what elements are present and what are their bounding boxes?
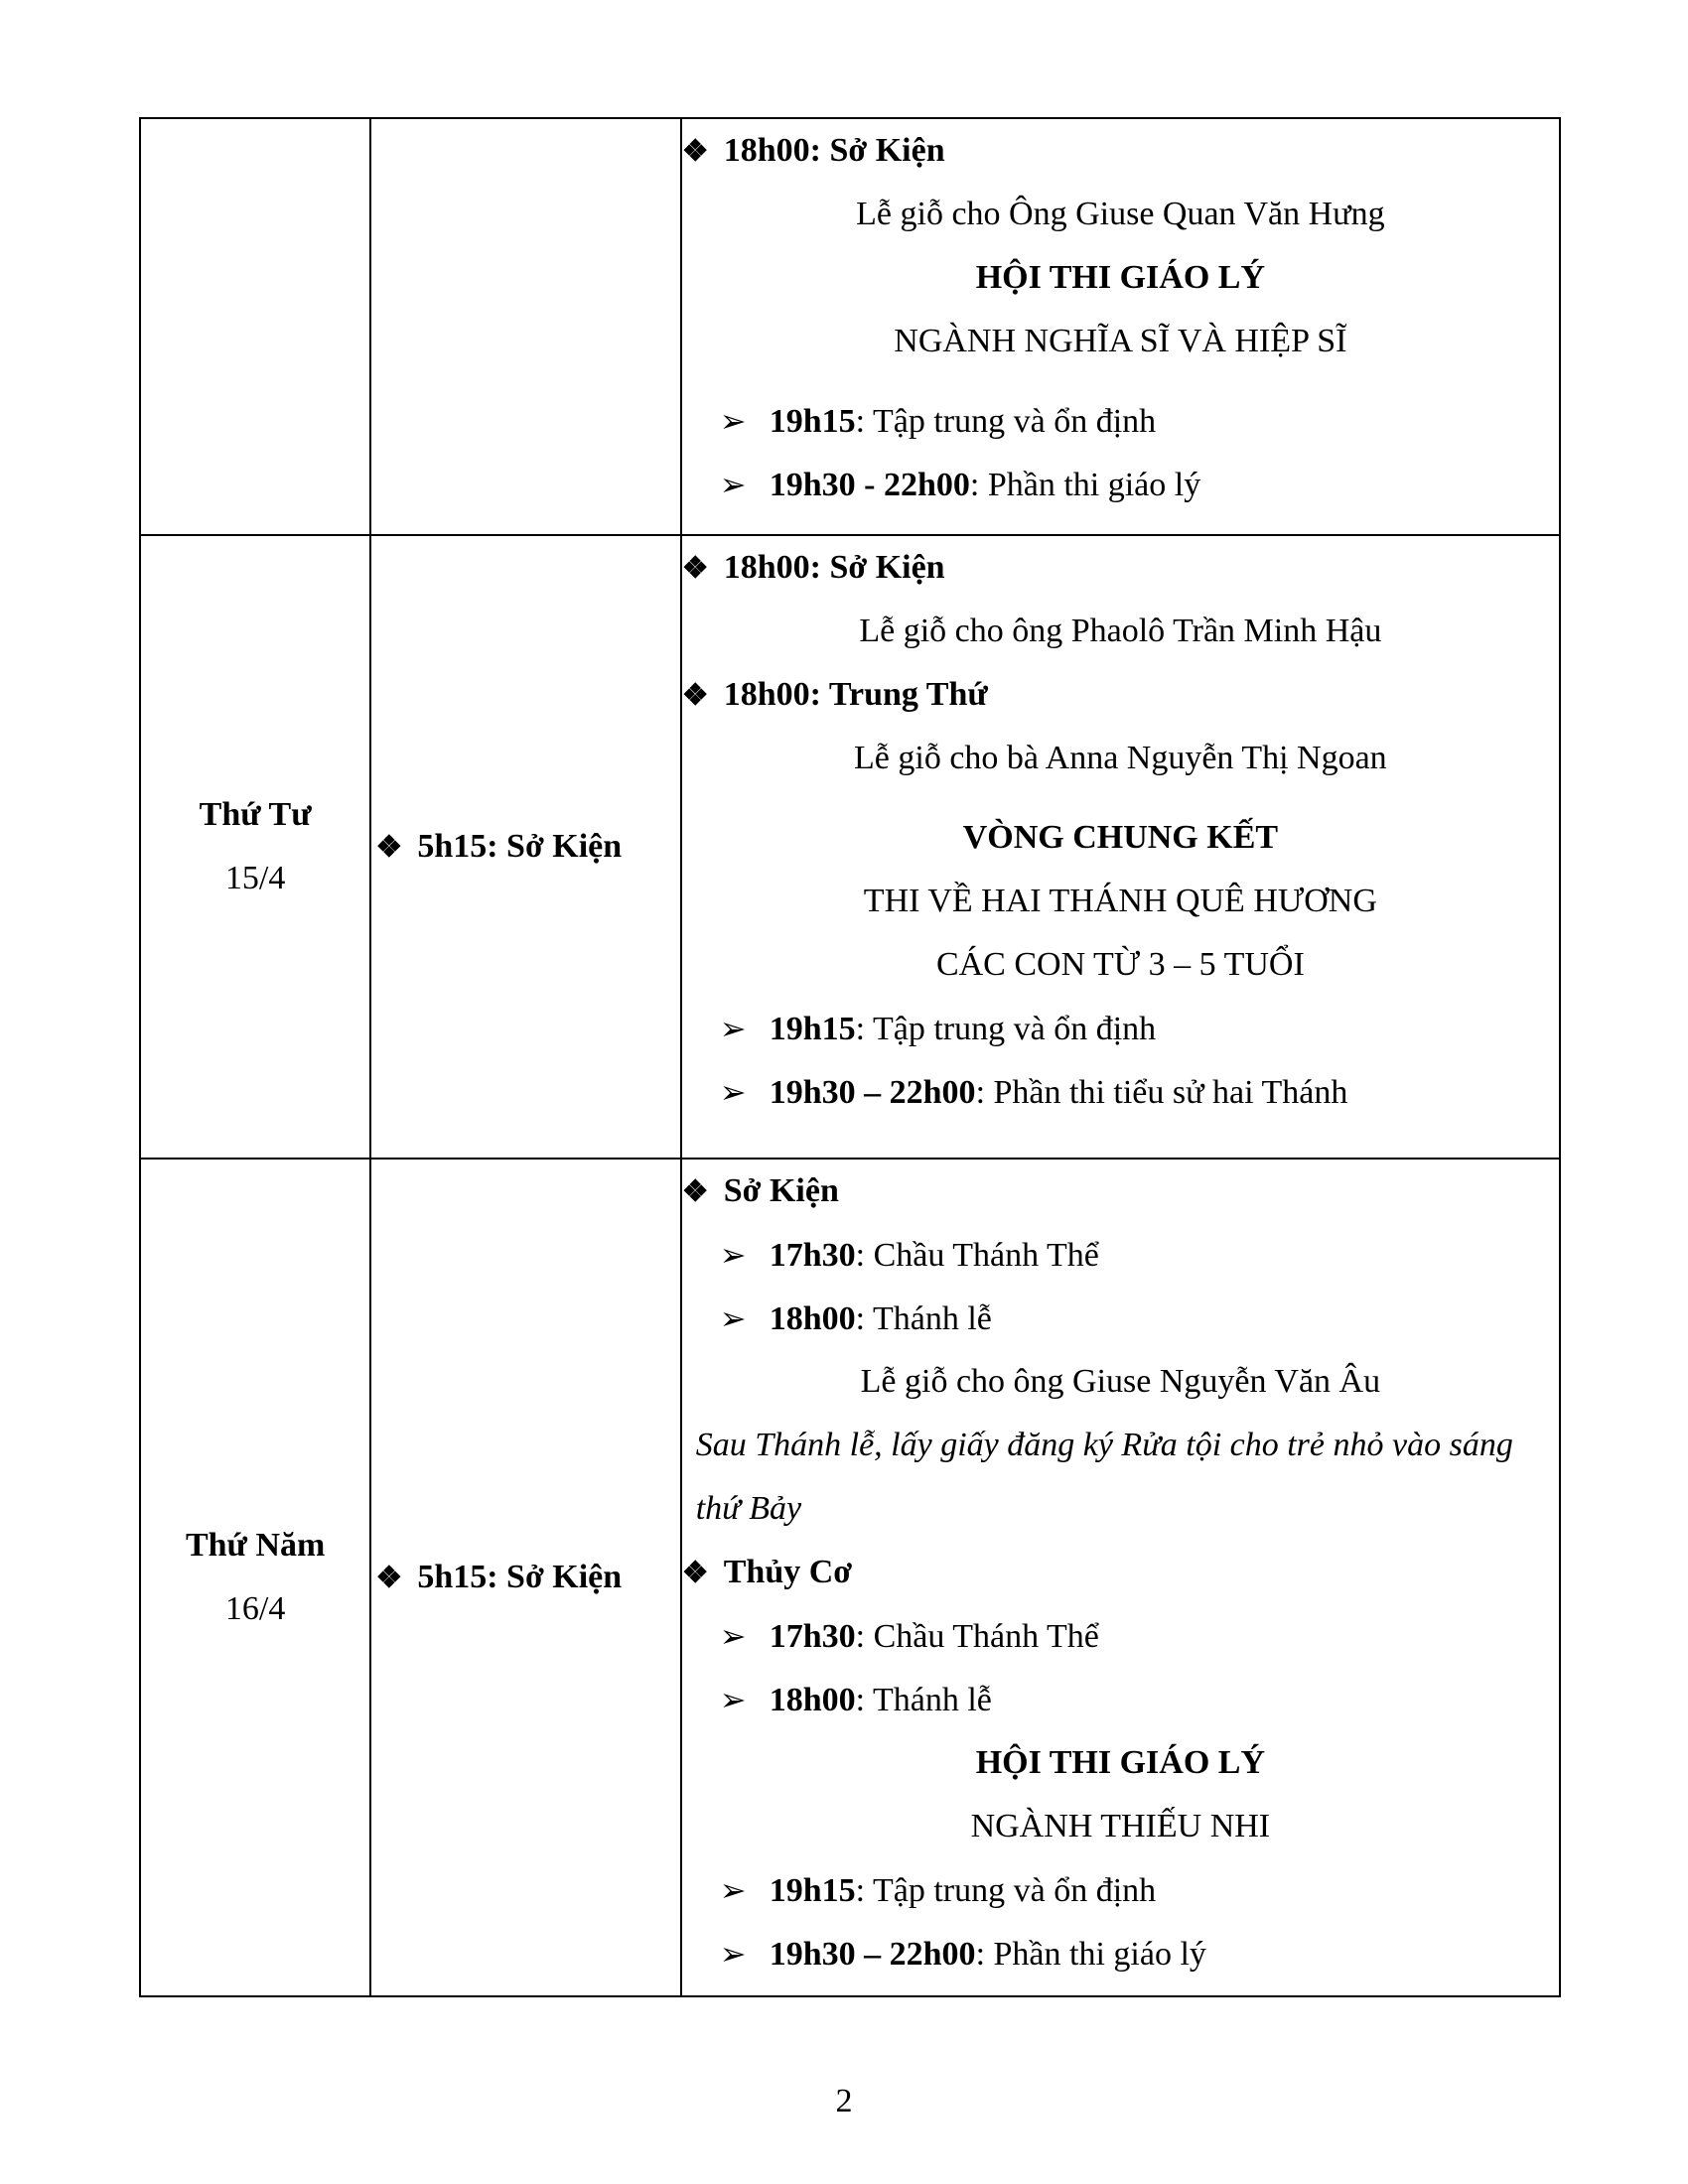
evening-cell <box>681 118 1560 535</box>
day-name: Thứ Tư <box>199 796 312 833</box>
list-item: ➢ 19h30 - 22h00: Phần thi giáo lý <box>682 453 1559 516</box>
memorial-text: Lễ giỗ cho ông Giuse Nguyễn Văn Âu <box>860 1363 1381 1400</box>
diamond-icon: ❖ <box>375 831 403 864</box>
memorial-text: Lễ giỗ cho bà Anna Nguyễn Thị Ngoan <box>854 740 1387 776</box>
bullet-item: ❖ 18h00: Sở Kiện <box>682 119 1559 183</box>
arrow-icon: ➢ <box>719 1682 747 1717</box>
arrow-icon: ➢ <box>719 1237 747 1273</box>
table-row <box>140 118 1560 535</box>
list-item: ➢ 17h30: Chầu Thánh Thể <box>682 1604 1559 1668</box>
diamond-icon: ❖ <box>681 552 709 585</box>
diamond-icon: ❖ <box>375 1562 403 1594</box>
list-item: ➢ 19h15: Tập trung và ổn định <box>682 389 1559 453</box>
event-subtitle: NGÀNH THIẾU NHI <box>970 1808 1271 1844</box>
arrow-icon: ➢ <box>719 1300 747 1336</box>
page-number: 2 <box>835 2083 853 2119</box>
table-row <box>140 1159 1560 1996</box>
list-item: ➢ 19h30 – 22h00: Phần thi giáo lý <box>682 1922 1559 1985</box>
diamond-icon: ❖ <box>681 679 709 712</box>
day-cell <box>140 535 370 1159</box>
table-row <box>140 535 1560 1159</box>
note-text: Sau Thánh lễ, lấy giấy đăng ký Rửa tội cho trẻ nhỏ vào sáng thứ Bảy <box>695 1427 1513 1527</box>
schedule-table <box>139 117 1561 1997</box>
evening-cell <box>681 535 1560 1159</box>
list-item: ➢ 19h15: Tập trung và ổn định <box>682 997 1559 1060</box>
event-subtitle: NGÀNH NGHĨA SĨ VÀ HIỆP SĨ <box>894 323 1347 359</box>
event-subtitle: CÁC CON TỪ 3 – 5 TUỔI <box>935 946 1305 983</box>
list-item: ➢ 17h30: Chầu Thánh Thể <box>682 1223 1559 1287</box>
list-item: ➢ 18h00: Thánh lễ <box>682 1668 1559 1731</box>
event-title: VÒNG CHUNG KẾT <box>962 819 1279 856</box>
day-date: 15/4 <box>224 860 286 896</box>
diamond-icon: ❖ <box>681 135 709 168</box>
day-cell <box>140 118 370 535</box>
arrow-icon: ➢ <box>719 467 747 502</box>
morning-cell <box>370 535 680 1159</box>
day-cell <box>140 1159 370 1996</box>
arrow-icon: ➢ <box>719 403 747 439</box>
event-subtitle: THI VỀ HAI THÁNH QUÊ HƯƠNG <box>863 883 1377 919</box>
bullet-item: ❖ Sở Kiện <box>682 1160 1559 1223</box>
memorial-text: Lễ giỗ cho Ông Giuse Quan Văn Hưng <box>856 196 1385 232</box>
list-item: ➢ 18h00: Thánh lễ <box>682 1287 1559 1350</box>
diamond-icon: ❖ <box>681 1557 709 1589</box>
bullet-item: ❖ 18h00: Trung Thứ <box>682 663 1559 727</box>
morning-cell <box>370 1159 680 1996</box>
arrow-icon: ➢ <box>719 1618 747 1654</box>
bullet-item: ❖ 18h00: Sở Kiện <box>682 536 1559 600</box>
morning-cell <box>370 118 680 535</box>
arrow-icon: ➢ <box>719 1872 747 1908</box>
morning-mass: ❖ 5h15: Sở Kiện <box>375 828 623 865</box>
arrow-icon: ➢ <box>719 1074 747 1110</box>
bullet-item: ❖ Thủy Cơ <box>682 1541 1559 1604</box>
day-date: 16/4 <box>224 1590 286 1627</box>
evening-cell <box>681 1159 1560 1996</box>
event-title: HỘI THI GIÁO LÝ <box>975 1744 1265 1781</box>
morning-mass: ❖ 5h15: Sở Kiện <box>375 1559 623 1595</box>
diamond-icon: ❖ <box>681 1175 709 1208</box>
arrow-icon: ➢ <box>719 1011 747 1046</box>
event-title: HỘI THI GIÁO LÝ <box>975 259 1265 296</box>
list-item: ➢ 19h15: Tập trung và ổn định <box>682 1858 1559 1922</box>
list-item: ➢ 19h30 – 22h00: Phần thi tiểu sử hai Thánh <box>682 1060 1559 1124</box>
arrow-icon: ➢ <box>719 1936 747 1972</box>
memorial-text: Lễ giỗ cho ông Phaolô Trần Minh Hậu <box>859 613 1382 649</box>
day-name: Thứ Năm <box>185 1527 326 1564</box>
